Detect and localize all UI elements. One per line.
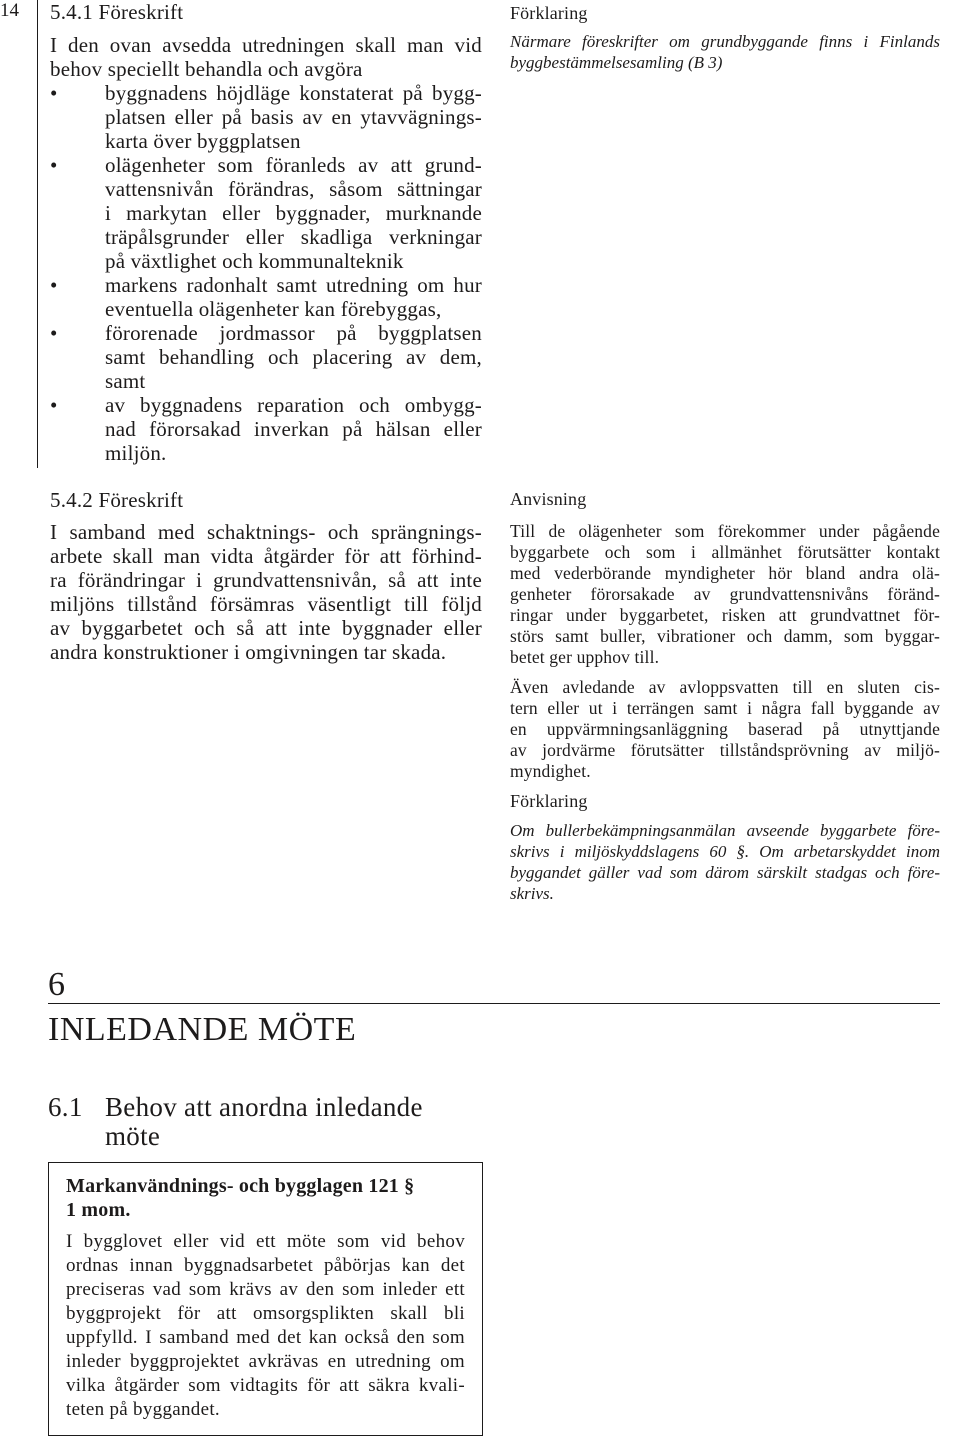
text-line: Även avledande av avloppsvatten till en sluten cis- bbox=[510, 677, 940, 697]
text-line: 1 mom. bbox=[66, 1199, 131, 1221]
explanation-text bbox=[510, 31, 940, 73]
bullet-item bbox=[50, 321, 482, 393]
text-line: byggnadens höjdläge konstaterat på bygg- bbox=[105, 81, 482, 105]
bullet-text bbox=[105, 153, 482, 273]
chapter-rule bbox=[48, 1003, 940, 1004]
text-line: myndighet. bbox=[510, 761, 591, 781]
text-line: möte bbox=[105, 1121, 161, 1151]
explanation-heading: Förklaring bbox=[510, 791, 588, 811]
text-line: I den ovan avsedda utredningen skall man vid bbox=[50, 33, 482, 57]
text-line: karta över byggplatsen bbox=[105, 129, 301, 153]
text-line: behov speciellt behandla och avgöra bbox=[50, 57, 363, 81]
bullet-text bbox=[105, 81, 482, 153]
bullet-mark: • bbox=[50, 153, 58, 177]
text-line: olägenheter som föranleds av att grund- bbox=[105, 153, 482, 177]
section-5-4-1-intro bbox=[50, 33, 482, 81]
guidance-paragraph bbox=[510, 521, 940, 668]
section-5-4-1-heading: 5.4.1 Föreskrift bbox=[50, 0, 184, 24]
text-line: vattensnivån förändras, såsom sättningar bbox=[105, 177, 482, 201]
text-line: Om bullerbekämpningsanmälan avseende byggarbete före- bbox=[510, 821, 940, 840]
text-line: byggarbete och som i allmänhet förutsätter kontakt bbox=[510, 542, 940, 562]
text-line: byggbestämmelsesamling (B 3) bbox=[510, 53, 723, 72]
text-line: av byggarbetet och så att inte byggnader eller bbox=[50, 616, 482, 640]
guidance-paragraph bbox=[510, 677, 940, 782]
text-line: arbete skall man vidta åtgärder för att förhind- bbox=[50, 544, 482, 568]
section-5-4-1-body bbox=[50, 33, 482, 465]
bullet-item bbox=[50, 153, 482, 273]
text-line: teten på byggandet. bbox=[66, 1399, 220, 1420]
bullet-text bbox=[105, 393, 482, 465]
text-line: Närmare föreskrifter om grundbyggande finns i Finlands bbox=[510, 32, 940, 51]
text-line: I bygglovet eller vid ett möte som vid behov bbox=[66, 1231, 465, 1252]
margin-rule bbox=[37, 0, 38, 468]
text-line: preciseras vad som krävs av den som inleder ett bbox=[66, 1279, 465, 1300]
text-line: Behov att anordna inledande bbox=[105, 1092, 423, 1122]
text-line: genheter förorsakade av grundvattensnivåns föränd- bbox=[510, 584, 940, 604]
text-line: betet ger upphov till. bbox=[510, 647, 660, 667]
text-line: träpålsgrunder eller skadliga verkningar bbox=[105, 225, 482, 249]
text-line: med vederbörande myndigheter hör bland andra olä- bbox=[510, 563, 940, 583]
text-line: skrivs. bbox=[510, 884, 554, 903]
bullet-mark: • bbox=[50, 81, 58, 105]
text-line: tern eller ut i terrängen samt i några fall byggande av bbox=[510, 698, 940, 718]
bullet-mark: • bbox=[50, 321, 58, 345]
text-line: förorenade jordmassor på byggplatsen bbox=[105, 321, 482, 345]
bullet-text bbox=[105, 273, 482, 321]
text-line: ra förändringar i grundvattensnivån, så att inte bbox=[50, 568, 482, 592]
bullet-text bbox=[105, 321, 482, 393]
text-line: miljön. bbox=[105, 441, 167, 465]
text-line: Markanvändnings- och bygglagen 121 § bbox=[66, 1175, 415, 1197]
text-line: på växtlighet och kommunalteknik bbox=[105, 249, 404, 273]
law-excerpt-box bbox=[48, 1162, 483, 1436]
text-line: i markytan eller byggnader, murknande bbox=[105, 201, 482, 225]
text-line: Till de olägenheter som förekommer under pågående bbox=[510, 521, 940, 541]
text-line: I samband med schaktnings- och sprängnings- bbox=[50, 520, 482, 544]
text-line: miljöns tillstånd försämras väsentligt till följd bbox=[50, 592, 482, 616]
text-line: vilka åtgärder som vidtagits för att säkra kvali- bbox=[66, 1375, 465, 1396]
chapter-number: 6 bbox=[48, 966, 65, 1003]
text-line: en uppvärmningsanläggning baserad på utnyttjande bbox=[510, 719, 940, 739]
subsection-title bbox=[105, 1093, 480, 1151]
text-line: uppfylld. I samband med det kan också den som bbox=[66, 1327, 465, 1348]
page-number: 14 bbox=[0, 0, 19, 21]
law-excerpt-text bbox=[66, 1230, 465, 1422]
text-line: ordnas innan byggnadsarbetet påbörjas kan det bbox=[66, 1255, 465, 1276]
text-line: samt bbox=[105, 369, 146, 393]
bullet-item bbox=[50, 81, 482, 153]
guidance-heading: Anvisning bbox=[510, 489, 587, 509]
text-line: av jordvärme förutsätter tillståndsprövning av miljö- bbox=[510, 740, 940, 760]
law-reference-heading bbox=[66, 1174, 465, 1222]
text-line: andra konstruktioner i omgivningen tar skada. bbox=[50, 640, 447, 664]
subsection-number: 6.1 bbox=[48, 1092, 83, 1122]
bullet-item bbox=[50, 393, 482, 465]
text-line: av byggnadens reparation och ombygg- bbox=[105, 393, 482, 417]
text-line: skrivs i miljöskyddslagens 60 §. Om arbetarskyddet inom bbox=[510, 842, 940, 861]
chapter-title: INLEDANDE MÖTE bbox=[48, 1011, 357, 1048]
text-line: ringar under byggarbetet, risken att grundvattnet för- bbox=[510, 605, 940, 625]
explanation-text bbox=[510, 820, 940, 904]
section-5-4-2-body bbox=[50, 520, 482, 664]
bullet-mark: • bbox=[50, 393, 58, 417]
text-line: byggprojekt för att omsorgsplikten skall bli bbox=[66, 1303, 465, 1324]
section-5-4-2-heading: 5.4.2 Föreskrift bbox=[50, 488, 184, 512]
text-line: inleder byggprojektet avkrävas en utredning om bbox=[66, 1351, 465, 1372]
text-line: byggandet gäller vad som därom särskilt stadgas och före- bbox=[510, 863, 940, 882]
explanation-heading: Förklaring bbox=[510, 3, 588, 23]
text-line: störs samt buller, vibrationer och damm, som byggar- bbox=[510, 626, 940, 646]
text-line: nad förorsakad inverkan på hälsan eller bbox=[105, 417, 482, 441]
text-line: markens radonhalt samt utredning om hur bbox=[105, 273, 482, 297]
text-line: platsen eller på basis av en ytavvägnings- bbox=[105, 105, 482, 129]
text-line: eventuella olägenheter kan förebyggas, bbox=[105, 297, 442, 321]
bullet-item bbox=[50, 273, 482, 321]
text-line: samt behandling och placering av dem, bbox=[105, 345, 482, 369]
bullet-mark: • bbox=[50, 273, 58, 297]
